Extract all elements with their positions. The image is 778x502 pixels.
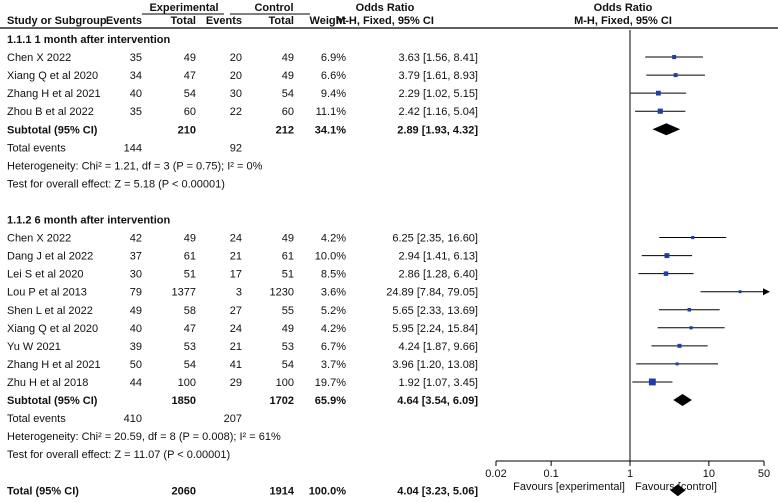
experimental-events: 42 bbox=[129, 232, 142, 245]
study-marker bbox=[664, 271, 669, 276]
header-experimental: Experimental bbox=[149, 2, 219, 14]
control-total: 54 bbox=[281, 88, 294, 101]
experimental-events: 35 bbox=[129, 52, 142, 65]
header-method: M-H, Fixed, 95% CI bbox=[336, 15, 434, 27]
overall-control-total: 1914 bbox=[269, 485, 294, 498]
study-odds-ratio-ci: 5.95 [2.24, 15.84] bbox=[392, 322, 478, 335]
study-weight: 10.0% bbox=[314, 250, 346, 263]
study-odds-ratio-ci: 2.29 [1.02, 5.15] bbox=[398, 88, 478, 101]
header-control: Control bbox=[254, 2, 294, 14]
control-events: 29 bbox=[229, 376, 242, 389]
subtotal-control-total: 1702 bbox=[269, 395, 294, 407]
control-events: 21 bbox=[229, 250, 242, 263]
experimental-total: 49 bbox=[183, 52, 196, 65]
study-name: Chen X 2022 bbox=[7, 232, 72, 245]
study-odds-ratio-ci: 24.89 [7.84, 79.05] bbox=[386, 286, 478, 299]
experimental-total: 49 bbox=[183, 232, 196, 245]
control-events: 17 bbox=[229, 268, 242, 281]
overall-experimental-total: 2060 bbox=[171, 485, 196, 498]
header-experimental-events: Events bbox=[105, 15, 142, 27]
subgroup-heterogeneity: Heterogeneity: Chi² = 20.59, df = 8 (P = 0.008); I² = 61% bbox=[7, 431, 281, 444]
control-events: 24 bbox=[229, 322, 242, 335]
study-name: Lou P et al 2013 bbox=[7, 286, 87, 299]
experimental-total: 60 bbox=[183, 106, 196, 119]
control-total: 60 bbox=[281, 106, 294, 119]
control-total-events: 207 bbox=[223, 413, 242, 426]
x-tick-label: 10 bbox=[702, 468, 715, 480]
subgroup-overall-test: Test for overall effect: Z = 11.07 (P < 0.00001) bbox=[7, 449, 231, 462]
x-tick-label: 0.1 bbox=[543, 468, 559, 480]
study-odds-ratio-ci: 5.65 [2.33, 13.69] bbox=[392, 304, 478, 317]
experimental-events: 30 bbox=[129, 268, 142, 281]
experimental-events: 37 bbox=[129, 250, 142, 263]
study-odds-ratio-ci: 6.25 [2.35, 16.60] bbox=[392, 232, 478, 245]
study-weight: 19.7% bbox=[314, 376, 346, 389]
experimental-events: 34 bbox=[129, 70, 142, 83]
subtotal-weight: 65.9% bbox=[314, 395, 346, 407]
study-marker bbox=[691, 236, 694, 239]
experimental-total: 58 bbox=[183, 304, 196, 317]
study-marker bbox=[664, 253, 669, 258]
study-odds-ratio-ci: 2.94 [1.41, 6.13] bbox=[398, 250, 478, 263]
control-events: 3 bbox=[235, 286, 242, 299]
study-weight: 5.2% bbox=[320, 304, 346, 317]
control-total: 51 bbox=[281, 268, 294, 281]
subgroup-title: 1.1.2 6 month after intervention bbox=[7, 214, 171, 227]
experimental-total: 54 bbox=[183, 88, 196, 101]
experimental-total: 100 bbox=[177, 376, 196, 389]
study-name: Lei S et al 2020 bbox=[7, 268, 84, 281]
study-weight: 11.1% bbox=[315, 106, 346, 119]
header-control-total: Total bbox=[268, 15, 294, 27]
subtotal-odds-ratio-ci: 4.64 [3.54, 6.09] bbox=[397, 395, 478, 407]
subtotal-diamond bbox=[653, 123, 681, 135]
study-name: Zhang H et al 2021 bbox=[7, 88, 101, 101]
header-study: Study or Subgroup bbox=[7, 15, 107, 27]
control-total: 49 bbox=[281, 322, 294, 335]
header-plot-method: M-H, Fixed, 95% CI bbox=[574, 15, 672, 27]
control-total: 55 bbox=[281, 304, 294, 317]
study-odds-ratio-ci: 3.79 [1.61, 8.93] bbox=[398, 70, 478, 83]
overall-weight: 100.0% bbox=[308, 485, 346, 498]
experimental-total: 53 bbox=[183, 340, 196, 353]
experimental-events: 44 bbox=[129, 376, 142, 389]
study-weight: 6.6% bbox=[320, 70, 346, 83]
control-events: 21 bbox=[229, 340, 242, 353]
subtotal-control-total: 212 bbox=[275, 124, 294, 137]
control-total: 49 bbox=[281, 70, 294, 83]
experimental-total: 1377 bbox=[171, 286, 196, 299]
experimental-total: 47 bbox=[183, 322, 196, 335]
overall-label: Total (95% CI) bbox=[7, 485, 79, 498]
subtotal-diamond bbox=[673, 394, 692, 406]
study-odds-ratio-ci: 2.42 [1.16, 5.04] bbox=[398, 106, 478, 119]
study-weight: 8.5% bbox=[320, 268, 346, 281]
header-plot-odds-ratio: Odds Ratio bbox=[593, 2, 653, 14]
ci-overflow-arrow bbox=[763, 288, 770, 295]
control-total-events: 92 bbox=[229, 142, 242, 155]
total-events-label: Total events bbox=[7, 413, 66, 426]
header-control-events: Events bbox=[205, 15, 242, 27]
control-total: 53 bbox=[281, 340, 294, 353]
overall-odds-ratio-ci: 4.04 [3.23, 5.06] bbox=[397, 485, 478, 498]
experimental-events: 40 bbox=[129, 88, 142, 101]
experimental-total: 61 bbox=[183, 250, 196, 263]
experimental-total: 51 bbox=[183, 268, 196, 281]
study-name: Yu W 2021 bbox=[7, 340, 61, 353]
control-events: 22 bbox=[229, 106, 242, 119]
experimental-events: 79 bbox=[129, 286, 142, 299]
favours-control-label: Favours [control] bbox=[635, 481, 717, 493]
control-total: 54 bbox=[281, 358, 294, 371]
study-marker bbox=[649, 379, 656, 386]
control-events: 24 bbox=[229, 232, 242, 245]
study-weight: 9.4% bbox=[320, 88, 346, 101]
experimental-total: 47 bbox=[183, 70, 196, 83]
experimental-events: 50 bbox=[129, 358, 142, 371]
experimental-total-events: 144 bbox=[123, 142, 142, 155]
subgroup-overall-test: Test for overall effect: Z = 5.18 (P < 0.00001) bbox=[7, 178, 225, 191]
study-name: Chen X 2022 bbox=[7, 52, 72, 65]
study-weight: 3.6% bbox=[320, 286, 346, 299]
study-marker bbox=[656, 91, 661, 96]
control-events: 30 bbox=[229, 88, 242, 101]
control-total: 1230 bbox=[269, 286, 294, 299]
study-odds-ratio-ci: 2.86 [1.28, 6.40] bbox=[398, 268, 478, 281]
experimental-events: 49 bbox=[129, 304, 142, 317]
study-odds-ratio-ci: 4.24 [1.87, 9.66] bbox=[398, 340, 478, 353]
subgroup-heterogeneity: Heterogeneity: Chi² = 1.21, df = 3 (P = 0.75); I² = 0% bbox=[7, 160, 263, 173]
study-name: Xiang Q et al 2020 bbox=[7, 70, 99, 83]
header-odds-ratio: Odds Ratio bbox=[355, 2, 415, 14]
study-marker bbox=[688, 308, 692, 312]
study-marker bbox=[658, 109, 663, 114]
study-name: Zhu H et al 2018 bbox=[7, 376, 89, 389]
subtotal-experimental-total: 210 bbox=[177, 124, 196, 137]
subtotal-experimental-total: 1850 bbox=[171, 395, 196, 407]
study-marker bbox=[674, 73, 678, 77]
x-tick-label: 50 bbox=[757, 468, 771, 480]
study-weight: 6.9% bbox=[320, 52, 346, 65]
study-name: Shen L et al 2022 bbox=[7, 304, 93, 317]
experimental-events: 35 bbox=[129, 106, 142, 119]
study-marker bbox=[739, 290, 742, 293]
study-name: Zhang H et al 2021 bbox=[7, 358, 101, 371]
x-tick-label: 0.02 bbox=[485, 468, 507, 480]
study-marker bbox=[689, 326, 692, 329]
experimental-total: 54 bbox=[183, 358, 196, 371]
subgroup-title: 1.1.1 1 month after intervention bbox=[7, 34, 171, 46]
study-name: Zhou B et al 2022 bbox=[7, 106, 94, 119]
experimental-total-events: 410 bbox=[123, 413, 142, 426]
study-odds-ratio-ci: 1.92 [1.07, 3.45] bbox=[398, 376, 478, 389]
study-marker bbox=[677, 344, 681, 348]
subtotal-odds-ratio-ci: 2.89 [1.93, 4.32] bbox=[397, 124, 478, 137]
study-weight: 3.7% bbox=[320, 358, 346, 371]
header-experimental-total: Total bbox=[170, 15, 196, 27]
total-events-label: Total events bbox=[7, 142, 66, 155]
subtotal-label: Subtotal (95% CI) bbox=[7, 395, 98, 407]
control-events: 27 bbox=[229, 304, 242, 317]
study-weight: 6.7% bbox=[320, 340, 346, 353]
experimental-events: 40 bbox=[129, 322, 142, 335]
control-events: 20 bbox=[229, 52, 242, 65]
study-marker bbox=[672, 55, 676, 59]
control-total: 100 bbox=[275, 376, 294, 389]
subtotal-label: Subtotal (95% CI) bbox=[7, 124, 98, 137]
study-name: Xiang Q et al 2020 bbox=[7, 322, 99, 335]
study-marker bbox=[676, 362, 679, 365]
control-events: 41 bbox=[229, 358, 242, 371]
control-events: 20 bbox=[229, 70, 242, 83]
header-weight: Weight bbox=[309, 15, 346, 27]
control-total: 61 bbox=[281, 250, 294, 263]
study-weight: 4.2% bbox=[320, 322, 346, 335]
control-total: 49 bbox=[281, 52, 294, 65]
experimental-events: 39 bbox=[129, 340, 142, 353]
x-tick-label: 1 bbox=[626, 468, 634, 480]
study-name: Dang J et al 2022 bbox=[7, 250, 94, 263]
study-odds-ratio-ci: 3.96 [1.20, 13.08] bbox=[392, 358, 478, 371]
study-weight: 4.2% bbox=[320, 232, 346, 245]
favours-experimental-label: Favours [experimental] bbox=[513, 481, 625, 493]
study-odds-ratio-ci: 3.63 [1.56, 8.41] bbox=[398, 52, 478, 65]
control-total: 49 bbox=[281, 232, 294, 245]
subtotal-weight: 34.1% bbox=[314, 124, 346, 137]
